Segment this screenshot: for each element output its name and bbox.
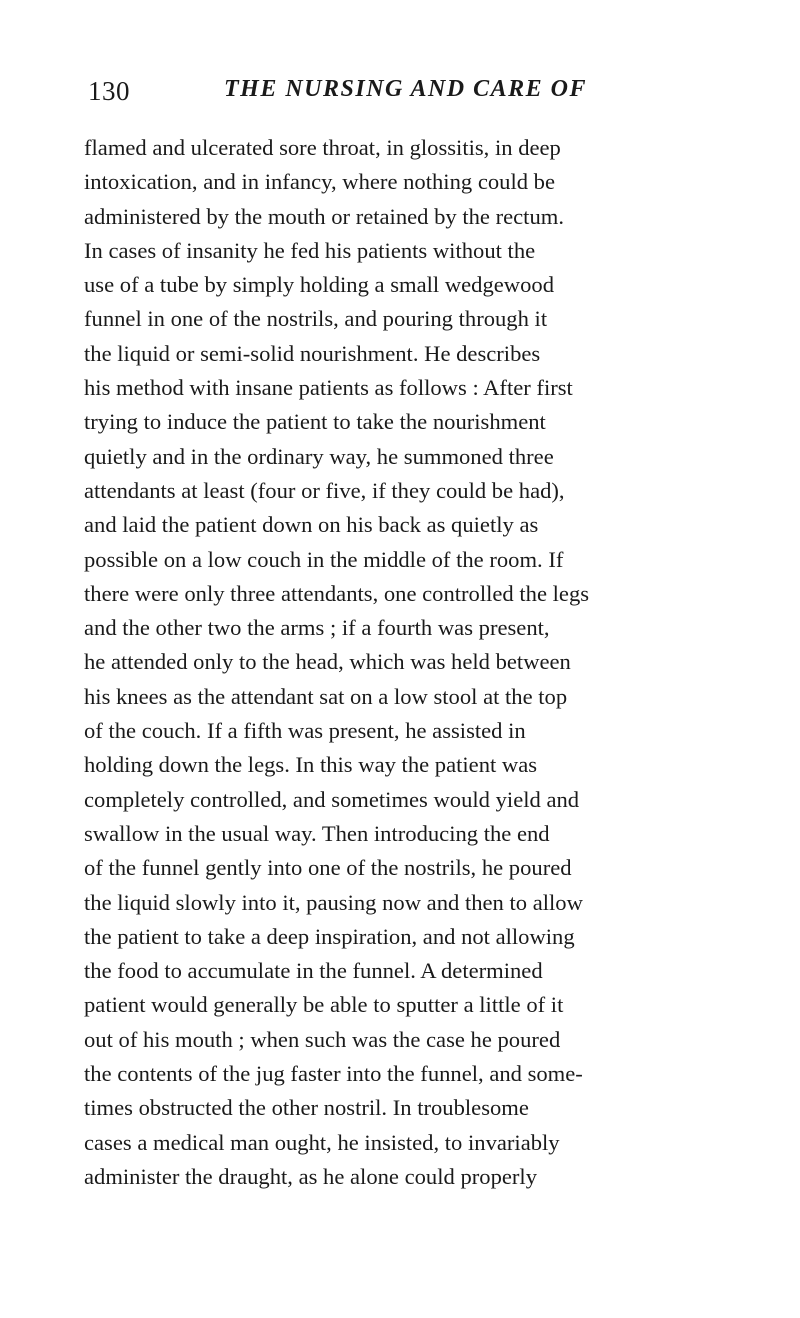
text-line: the contents of the jug faster into the funnel, and some- [84,1061,583,1087]
text-line: the liquid or semi-solid nourishment. He describes [84,340,541,366]
text-line: and laid the patient down on his back as quietly as [84,512,539,538]
text-line: cases a medical man ought, he insisted, to invariably [84,1129,560,1155]
text-line: In cases of insanity he fed his patients without the [84,237,536,263]
text-line: and the other two the arms ; if a fourth was present, [84,615,550,641]
text-line: his method with insane patients as follows : After first [84,375,573,401]
text-line: the liquid slowly into it, pausing now and then to allow [84,889,583,915]
text-line: his knees as the attendant sat on a low stool at the top [84,683,568,709]
text-line: use of a tube by simply holding a small wedgewood [84,272,555,298]
running-head [88,70,728,110]
text-line: intoxication, and in infancy, where nothing could be [84,169,555,195]
text-line: holding down the legs. In this way the patient was [84,752,538,778]
running-title: THE NURSING AND CARE OF [224,76,588,102]
text-line: funnel in one of the nostrils, and pouring through it [84,306,548,332]
text-line: administer the draught, as he alone could properly [84,1163,537,1189]
text-line: flamed and ulcerated sore throat, in glossitis, in deep [84,135,561,160]
text-line: swallow in the usual way. Then introducing the end [84,820,550,846]
text-line: attendants at least (four or five, if they could be had), [84,477,565,503]
text-line: completely controlled, and sometimes would yield and [84,786,580,812]
text-line: times obstructed the other nostril. In troublesome [84,1095,529,1121]
text-line: he attended only to the head, which was held between [84,649,571,675]
text-line: out of his mouth ; when such was the case he poured [84,1026,561,1052]
text-line: possible on a low couch in the middle of the room. If [84,546,564,572]
text-line: administered by the mouth or retained by the rectum. [84,203,564,229]
text-line: the patient to take a deep inspiration, and not allowing [84,923,575,949]
body-text [84,131,728,1194]
text-line: of the couch. If a fifth was present, he assisted in [84,718,526,744]
text-line: the food to accumulate in the funnel. A determined [84,958,543,984]
text-line: of the funnel gently into one of the nostrils, he poured [84,855,572,881]
text-line: quietly and in the ordinary way, he summoned three [84,443,554,469]
text-line: trying to induce the patient to take the nourishment [84,409,546,435]
text-line: there were only three attendants, one controlled the legs [84,580,590,606]
text-line: patient would generally be able to sputter a little of it [84,992,564,1018]
page-number: 130 [88,76,130,106]
